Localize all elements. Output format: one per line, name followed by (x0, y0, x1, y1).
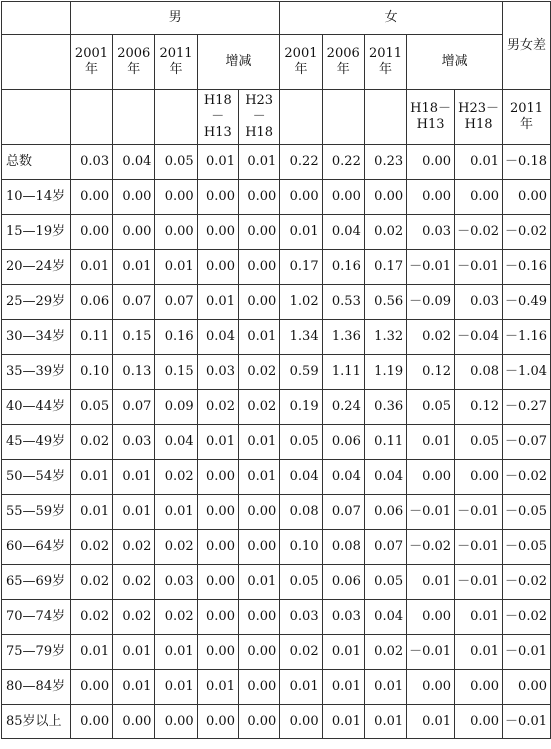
female-value-cell: 0.23 (364, 145, 406, 180)
male-year-2006: 2006年 (113, 35, 155, 90)
gender-diff-cell: －0.27 (503, 390, 551, 425)
female-value-cell: 0.04 (364, 600, 406, 635)
male-value-cell: 0.00 (113, 180, 155, 215)
female-value-cell: 1.11 (322, 355, 364, 390)
table-row (2, 285, 551, 320)
male-value-cell: 0.01 (197, 145, 238, 180)
female-value-cell: －0.04 (455, 320, 503, 355)
male-value-cell: 0.04 (155, 425, 197, 460)
female-value-cell: 0.17 (280, 250, 322, 285)
row-label: 总数 (2, 145, 71, 180)
male-value-cell: 0.01 (113, 460, 155, 495)
data-table (1, 1, 551, 739)
gender-diff-cell: －0.02 (503, 460, 551, 495)
female-value-cell: 0.01 (455, 145, 503, 180)
male-value-cell: 0.01 (113, 670, 155, 705)
gender-diff-year: 2011年 (503, 90, 551, 145)
male-value-cell: 0.09 (155, 390, 197, 425)
corner-cell (2, 2, 71, 35)
male-value-cell: 0.00 (238, 530, 279, 565)
gender-diff-cell: －0.02 (503, 600, 551, 635)
gender-diff-cell: －1.16 (503, 320, 551, 355)
female-value-cell: 0.56 (364, 285, 406, 320)
male-value-cell: 0.02 (113, 530, 155, 565)
table-row (2, 705, 551, 739)
male-value-cell: 0.01 (70, 495, 112, 530)
female-value-cell: 0.01 (280, 215, 322, 250)
female-value-cell: 0.22 (322, 145, 364, 180)
female-value-cell: －0.01 (455, 530, 503, 565)
male-value-cell: 0.00 (197, 705, 238, 739)
female-value-cell: 0.00 (280, 180, 322, 215)
female-value-cell: －0.01 (407, 250, 455, 285)
female-value-cell: 0.02 (407, 320, 455, 355)
female-value-cell: 0.11 (364, 425, 406, 460)
female-value-cell: 0.00 (455, 180, 503, 215)
female-value-cell: 1.32 (364, 320, 406, 355)
gender-diff-cell: －0.18 (503, 145, 551, 180)
male-value-cell: 0.00 (197, 180, 238, 215)
female-value-cell: 0.17 (364, 250, 406, 285)
row-label: 20—24岁 (2, 250, 71, 285)
gender-diff-cell: －0.05 (503, 495, 551, 530)
female-value-cell: 0.06 (322, 425, 364, 460)
female-value-cell: 0.08 (322, 530, 364, 565)
female-value-cell: 0.01 (407, 705, 455, 739)
female-group-header: 女 (280, 2, 503, 35)
female-value-cell: －0.01 (407, 635, 455, 670)
female-value-cell: 0.05 (280, 425, 322, 460)
female-value-cell: 0.04 (322, 215, 364, 250)
male-value-cell: 0.01 (238, 425, 279, 460)
male-value-cell: 0.02 (70, 565, 112, 600)
female-value-cell: 0.10 (280, 530, 322, 565)
male-change-period-1: H18－H13 (197, 90, 238, 145)
female-value-cell: 0.00 (407, 145, 455, 180)
female-value-cell: 0.22 (280, 145, 322, 180)
female-value-cell: 0.01 (364, 705, 406, 739)
label-col-spacer (2, 35, 71, 90)
female-value-cell: 1.34 (280, 320, 322, 355)
male-value-cell: 0.02 (238, 355, 279, 390)
female-value-cell: －0.01 (455, 565, 503, 600)
male-value-cell: 0.01 (197, 285, 238, 320)
male-value-cell: 0.01 (70, 635, 112, 670)
row-label: 60—64岁 (2, 530, 71, 565)
female-value-cell: －0.01 (455, 250, 503, 285)
male-value-cell: 0.00 (197, 635, 238, 670)
male-value-cell: 0.02 (238, 390, 279, 425)
row-label: 25—29岁 (2, 285, 71, 320)
female-value-cell: 0.02 (364, 215, 406, 250)
female-value-cell: 0.01 (455, 600, 503, 635)
male-value-cell: 0.11 (70, 320, 112, 355)
female-value-cell: 0.03 (455, 285, 503, 320)
female-value-cell: 0.00 (455, 705, 503, 739)
male-value-cell: 0.00 (197, 530, 238, 565)
male-value-cell: 0.00 (238, 670, 279, 705)
female-year-2001: 2001年 (280, 35, 322, 90)
table-row (2, 635, 551, 670)
male-value-cell: 0.02 (70, 600, 112, 635)
female-year-spacer (322, 90, 364, 145)
table-row (2, 530, 551, 565)
male-value-cell: 0.00 (238, 635, 279, 670)
female-value-cell: 0.59 (280, 355, 322, 390)
table-row (2, 495, 551, 530)
table-row (2, 460, 551, 495)
male-value-cell: 0.00 (113, 705, 155, 739)
male-value-cell: 0.01 (155, 670, 197, 705)
female-value-cell: 0.00 (407, 670, 455, 705)
female-value-cell: 0.01 (280, 670, 322, 705)
female-value-cell: 0.05 (407, 390, 455, 425)
female-value-cell: 0.05 (364, 565, 406, 600)
male-value-cell: 0.00 (238, 180, 279, 215)
table-row (2, 250, 551, 285)
female-change-header: 增减 (407, 35, 503, 90)
male-value-cell: 0.06 (70, 285, 112, 320)
male-value-cell: 0.03 (155, 565, 197, 600)
male-year-2001: 2001年 (70, 35, 112, 90)
male-value-cell: 0.00 (155, 180, 197, 215)
male-value-cell: 0.00 (155, 705, 197, 739)
female-value-cell: 0.12 (407, 355, 455, 390)
table-row (2, 355, 551, 390)
row-label: 85岁以上 (2, 705, 71, 739)
row-label: 55—59岁 (2, 495, 71, 530)
female-value-cell: －0.09 (407, 285, 455, 320)
male-value-cell: 0.15 (155, 355, 197, 390)
male-year-spacer (113, 90, 155, 145)
female-value-cell: 0.05 (280, 565, 322, 600)
male-value-cell: 0.16 (155, 320, 197, 355)
gender-diff-cell: －0.16 (503, 250, 551, 285)
male-value-cell: 0.03 (70, 145, 112, 180)
female-value-cell: 0.12 (455, 390, 503, 425)
male-value-cell: 0.00 (197, 495, 238, 530)
male-value-cell: 0.00 (70, 670, 112, 705)
female-value-cell: －0.01 (455, 495, 503, 530)
female-year-spacer (280, 90, 322, 145)
table-row (2, 670, 551, 705)
male-value-cell: 0.02 (70, 530, 112, 565)
male-value-cell: 0.02 (155, 600, 197, 635)
table-row (2, 180, 551, 215)
female-value-cell: 0.53 (322, 285, 364, 320)
table-row (2, 145, 551, 180)
table-row (2, 320, 551, 355)
male-value-cell: 0.01 (155, 250, 197, 285)
female-value-cell: 0.00 (322, 180, 364, 215)
female-value-cell: 1.36 (322, 320, 364, 355)
row-label: 50—54岁 (2, 460, 71, 495)
female-change-period-2: H23－H18 (455, 90, 503, 145)
female-value-cell: 0.16 (322, 250, 364, 285)
table-row (2, 425, 551, 460)
female-value-cell: 0.06 (322, 565, 364, 600)
row-label: 80—84岁 (2, 670, 71, 705)
male-value-cell: 0.02 (197, 390, 238, 425)
female-value-cell: 0.03 (280, 600, 322, 635)
female-value-cell: 0.00 (407, 460, 455, 495)
male-value-cell: 0.00 (197, 215, 238, 250)
row-label: 30—34岁 (2, 320, 71, 355)
female-year-2011: 2011年 (364, 35, 406, 90)
male-value-cell: 0.01 (155, 635, 197, 670)
male-value-cell: 0.00 (238, 495, 279, 530)
row-label: 70—74岁 (2, 600, 71, 635)
female-value-cell: 0.04 (280, 460, 322, 495)
gender-diff-cell: －1.04 (503, 355, 551, 390)
male-value-cell: 0.05 (155, 145, 197, 180)
female-value-cell: 0.24 (322, 390, 364, 425)
male-value-cell: 0.02 (113, 600, 155, 635)
row-label: 10—14岁 (2, 180, 71, 215)
gender-diff-cell: －0.01 (503, 635, 551, 670)
male-value-cell: 0.00 (70, 705, 112, 739)
gender-diff-cell: －0.05 (503, 530, 551, 565)
male-value-cell: 0.03 (113, 425, 155, 460)
female-value-cell: 0.01 (455, 635, 503, 670)
female-value-cell: 0.00 (455, 670, 503, 705)
female-value-cell: 0.00 (364, 180, 406, 215)
female-value-cell: 0.07 (364, 530, 406, 565)
female-value-cell: 0.01 (322, 635, 364, 670)
female-value-cell: 0.01 (364, 670, 406, 705)
male-value-cell: 0.00 (113, 215, 155, 250)
male-value-cell: 0.01 (155, 495, 197, 530)
table-row (2, 215, 551, 250)
male-value-cell: 0.07 (113, 390, 155, 425)
male-value-cell: 0.02 (155, 530, 197, 565)
row-label: 65—69岁 (2, 565, 71, 600)
table-body (2, 145, 551, 739)
male-value-cell: 0.07 (113, 285, 155, 320)
male-value-cell: 0.00 (70, 215, 112, 250)
male-value-cell: 0.02 (155, 460, 197, 495)
female-value-cell: 0.05 (455, 425, 503, 460)
male-value-cell: 0.10 (70, 355, 112, 390)
male-year-2011: 2011年 (155, 35, 197, 90)
female-value-cell: 0.02 (280, 635, 322, 670)
male-value-cell: 0.05 (70, 390, 112, 425)
male-value-cell: 0.00 (238, 705, 279, 739)
female-value-cell: 0.01 (407, 425, 455, 460)
gender-diff-cell: －0.49 (503, 285, 551, 320)
male-value-cell: 0.01 (197, 425, 238, 460)
row-label: 75—79岁 (2, 635, 71, 670)
female-value-cell: 0.00 (407, 600, 455, 635)
male-value-cell: 0.00 (197, 565, 238, 600)
male-change-period-2: H23－H18 (238, 90, 279, 145)
male-value-cell: 0.15 (113, 320, 155, 355)
female-value-cell: 0.04 (322, 460, 364, 495)
label-col-spacer-2 (2, 90, 71, 145)
male-value-cell: 0.00 (70, 180, 112, 215)
male-value-cell: 0.01 (238, 460, 279, 495)
male-value-cell: 0.02 (113, 565, 155, 600)
gender-diff-cell: 0.00 (503, 180, 551, 215)
female-value-cell: 0.04 (364, 460, 406, 495)
male-value-cell: 0.01 (238, 320, 279, 355)
female-year-spacer (364, 90, 406, 145)
table-row (2, 600, 551, 635)
male-value-cell: 0.01 (238, 145, 279, 180)
female-value-cell: 0.00 (280, 705, 322, 739)
female-year-2006: 2006年 (322, 35, 364, 90)
male-value-cell: 0.00 (197, 460, 238, 495)
female-value-cell: 0.19 (280, 390, 322, 425)
female-value-cell: 0.06 (364, 495, 406, 530)
male-value-cell: 0.00 (238, 215, 279, 250)
female-value-cell: 0.00 (455, 460, 503, 495)
gender-diff-cell: －0.02 (503, 565, 551, 600)
female-value-cell: －0.01 (407, 495, 455, 530)
female-change-period-1: H18－H13 (407, 90, 455, 145)
table-row (2, 565, 551, 600)
male-value-cell: 0.07 (155, 285, 197, 320)
male-value-cell: 0.01 (113, 495, 155, 530)
male-value-cell: 0.01 (197, 670, 238, 705)
gender-diff-cell: 0.00 (503, 670, 551, 705)
female-value-cell: 0.07 (322, 495, 364, 530)
female-value-cell: 0.01 (322, 670, 364, 705)
female-value-cell: 1.02 (280, 285, 322, 320)
female-value-cell: 0.03 (322, 600, 364, 635)
male-value-cell: 0.02 (70, 425, 112, 460)
gender-diff-cell: －0.02 (503, 215, 551, 250)
gender-diff-header: 男女差 (503, 2, 551, 90)
male-value-cell: 0.01 (113, 250, 155, 285)
male-value-cell: 0.01 (238, 565, 279, 600)
male-value-cell: 0.00 (238, 250, 279, 285)
female-value-cell: 0.03 (407, 215, 455, 250)
male-value-cell: 0.01 (113, 635, 155, 670)
male-value-cell: 0.00 (197, 250, 238, 285)
male-value-cell: 0.00 (197, 600, 238, 635)
female-value-cell: 0.01 (322, 705, 364, 739)
female-value-cell: －0.02 (455, 215, 503, 250)
male-year-spacer (155, 90, 197, 145)
male-value-cell: 0.00 (155, 215, 197, 250)
row-label: 35—39岁 (2, 355, 71, 390)
male-value-cell: 0.00 (238, 285, 279, 320)
male-value-cell: 0.01 (70, 250, 112, 285)
male-group-header: 男 (70, 2, 279, 35)
female-value-cell: 0.36 (364, 390, 406, 425)
female-value-cell: 1.19 (364, 355, 406, 390)
male-change-header: 增减 (197, 35, 280, 90)
male-year-spacer (70, 90, 112, 145)
row-label: 45—49岁 (2, 425, 71, 460)
male-value-cell: 0.13 (113, 355, 155, 390)
female-value-cell: 0.02 (364, 635, 406, 670)
female-value-cell: －0.02 (407, 530, 455, 565)
female-value-cell: 0.01 (407, 565, 455, 600)
gender-diff-cell: －0.07 (503, 425, 551, 460)
male-value-cell: 0.04 (197, 320, 238, 355)
male-value-cell: 0.03 (197, 355, 238, 390)
row-label: 15—19岁 (2, 215, 71, 250)
male-value-cell: 0.00 (238, 600, 279, 635)
row-label: 40—44岁 (2, 390, 71, 425)
table-row (2, 390, 551, 425)
female-value-cell: 0.00 (407, 180, 455, 215)
female-value-cell: 0.08 (455, 355, 503, 390)
male-value-cell: 0.01 (70, 460, 112, 495)
female-value-cell: 0.08 (280, 495, 322, 530)
gender-diff-cell: －0.01 (503, 705, 551, 739)
male-value-cell: 0.04 (113, 145, 155, 180)
